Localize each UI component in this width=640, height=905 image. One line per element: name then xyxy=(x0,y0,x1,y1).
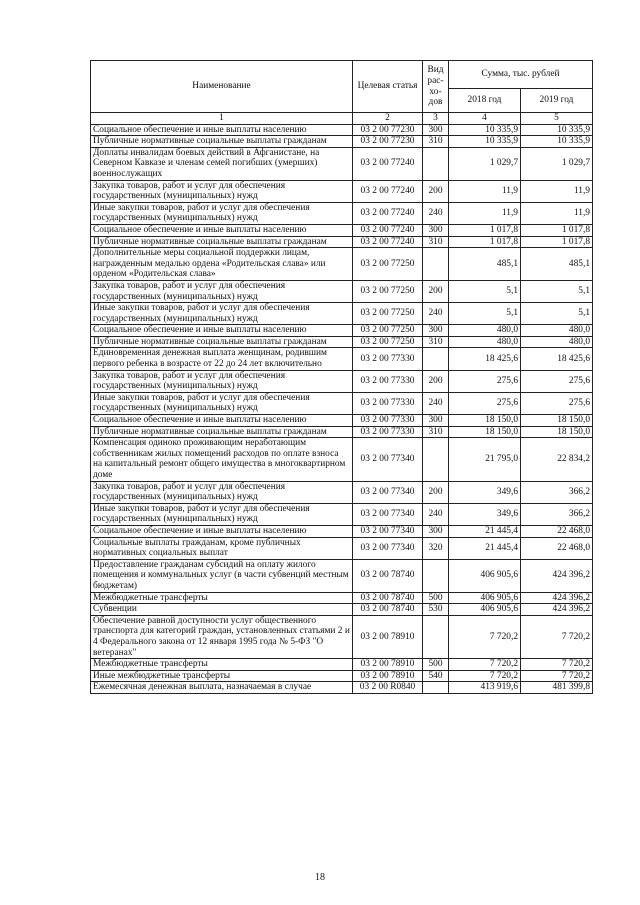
row-expense-type: 540 xyxy=(423,670,449,682)
row-name: Публичные нормативные социальные выплаты гражданам xyxy=(91,336,353,348)
row-expense-type: 300 xyxy=(423,224,449,236)
row-expense-type: 300 xyxy=(423,525,449,537)
row-name: Иные закупки товаров, работ и услуг для обеспечения государственных (муниципальных) нужд xyxy=(91,392,353,414)
row-sum-2019: 7 720,2 xyxy=(521,670,593,682)
row-target-code: 03 2 00 77250 xyxy=(353,336,423,348)
row-name: Закупка товаров, работ и услуг для обеспечения государственных (муниципальных) нужд xyxy=(91,280,353,302)
row-name: Закупка товаров, работ и услуг для обеспечения государственных (муниципальных) нужд xyxy=(91,481,353,503)
row-sum-2019: 366,2 xyxy=(521,503,593,525)
row-target-code: 03 2 00 77250 xyxy=(353,325,423,337)
row-name: Ежемесячная денежная выплата, назначаемая в случае xyxy=(91,682,353,694)
table-row xyxy=(91,438,593,481)
row-sum-2018: 275,6 xyxy=(449,392,521,414)
row-sum-2018: 349,6 xyxy=(449,481,521,503)
row-expense-type: 200 xyxy=(423,370,449,392)
row-sum-2018: 1 017,8 xyxy=(449,236,521,248)
row-sum-2019: 5,1 xyxy=(521,280,593,302)
row-expense-type xyxy=(423,559,449,592)
row-sum-2019: 480,0 xyxy=(521,325,593,337)
row-target-code: 03 2 00 77330 xyxy=(353,392,423,414)
row-target-code: 03 2 00 77330 xyxy=(353,370,423,392)
row-expense-type: 310 xyxy=(423,426,449,438)
row-sum-2019: 18 150,0 xyxy=(521,415,593,427)
row-name: Социальное обеспечение и иные выплаты населению xyxy=(91,415,353,427)
row-expense-type: 500 xyxy=(423,659,449,671)
row-target-code: 03 2 00 78740 xyxy=(353,592,423,604)
row-target-code: 03 2 00 78910 xyxy=(353,670,423,682)
row-expense-type xyxy=(423,147,449,180)
table-row xyxy=(91,659,593,671)
row-expense-type xyxy=(423,615,449,658)
row-name: Закупка товаров, работ и услуг для обеспечения государственных (муниципальных) нужд xyxy=(91,180,353,202)
row-expense-type: 240 xyxy=(423,503,449,525)
table-row xyxy=(91,415,593,427)
table-row xyxy=(91,147,593,180)
row-target-code: 03 2 00 R0840 xyxy=(353,682,423,694)
row-sum-2019: 481 399,8 xyxy=(521,682,593,694)
row-sum-2019: 22 468,0 xyxy=(521,537,593,559)
table-row xyxy=(91,525,593,537)
row-sum-2018: 5,1 xyxy=(449,280,521,302)
table-row xyxy=(91,348,593,370)
row-sum-2018: 413 919,6 xyxy=(449,682,521,694)
row-sum-2019: 480,0 xyxy=(521,336,593,348)
row-sum-2019: 275,6 xyxy=(521,370,593,392)
row-name: Обеспечение равной доступности услуг общественного транспорта для категорий граждан, установленных статьями 2 и 4 Федерального закона от 12 января 1995 года № 5-ФЗ "О ветеранах" xyxy=(91,615,353,658)
table-row xyxy=(91,248,593,281)
row-sum-2019: 424 396,2 xyxy=(521,592,593,604)
row-expense-type xyxy=(423,348,449,370)
table-row xyxy=(91,426,593,438)
row-target-code: 03 2 00 77250 xyxy=(353,280,423,302)
column-index-row xyxy=(91,113,593,125)
header-name: Наименование xyxy=(91,61,353,113)
row-expense-type xyxy=(423,248,449,281)
row-sum-2018: 21 445,4 xyxy=(449,525,521,537)
row-expense-type: 310 xyxy=(423,336,449,348)
row-name: Иные межбюджетные трансферты xyxy=(91,670,353,682)
table-row xyxy=(91,503,593,525)
row-sum-2019: 485,1 xyxy=(521,248,593,281)
row-target-code: 03 2 00 78910 xyxy=(353,615,423,658)
row-expense-type: 310 xyxy=(423,236,449,248)
table-row xyxy=(91,370,593,392)
row-target-code: 03 2 00 77340 xyxy=(353,537,423,559)
row-expense-type: 530 xyxy=(423,604,449,616)
row-name: Межбюджетные трансферты xyxy=(91,659,353,671)
row-sum-2018: 349,6 xyxy=(449,503,521,525)
row-name: Публичные нормативные социальные выплаты гражданам xyxy=(91,136,353,148)
table-row xyxy=(91,682,593,694)
row-expense-type: 240 xyxy=(423,392,449,414)
table-row xyxy=(91,604,593,616)
page-number: 18 xyxy=(315,872,325,883)
header-code: Целевая статья xyxy=(353,61,423,113)
row-name: Единовременная денежная выплата женщинам, родившим первого ребенка в возрасте от 22 до 24 лет включительно xyxy=(91,348,353,370)
table-body xyxy=(91,124,593,693)
row-sum-2018: 1 017,8 xyxy=(449,224,521,236)
row-name: Иные закупки товаров, работ и услуг для обеспечения государственных (муниципальных) нужд xyxy=(91,202,353,224)
row-name: Социальное обеспечение и иные выплаты населению xyxy=(91,124,353,136)
table-row xyxy=(91,280,593,302)
table-row xyxy=(91,136,593,148)
row-target-code: 03 2 00 77340 xyxy=(353,438,423,481)
row-target-code: 03 2 00 77240 xyxy=(353,224,423,236)
column-index: 5 xyxy=(521,113,593,125)
table-row xyxy=(91,336,593,348)
row-expense-type: 320 xyxy=(423,537,449,559)
row-sum-2019: 18 150,0 xyxy=(521,426,593,438)
table-row xyxy=(91,392,593,414)
row-sum-2018: 11,9 xyxy=(449,202,521,224)
row-expense-type: 240 xyxy=(423,202,449,224)
column-index: 1 xyxy=(91,113,353,125)
row-sum-2018: 1 029,7 xyxy=(449,147,521,180)
table-row xyxy=(91,202,593,224)
row-sum-2019: 22 834,2 xyxy=(521,438,593,481)
row-sum-2018: 11,9 xyxy=(449,180,521,202)
header-sum: Сумма, тыс. рублей xyxy=(449,61,593,89)
header-year-2018: 2018 год xyxy=(449,89,521,113)
row-sum-2018: 406 905,6 xyxy=(449,559,521,592)
row-sum-2019: 1 029,7 xyxy=(521,147,593,180)
row-expense-type: 310 xyxy=(423,136,449,148)
row-sum-2018: 7 720,2 xyxy=(449,670,521,682)
row-name: Публичные нормативные социальные выплаты гражданам xyxy=(91,426,353,438)
row-name: Иные закупки товаров, работ и услуг для обеспечения государственных (муниципальных) нужд xyxy=(91,503,353,525)
row-sum-2018: 275,6 xyxy=(449,370,521,392)
table-row xyxy=(91,236,593,248)
row-target-code: 03 2 00 78910 xyxy=(353,659,423,671)
row-sum-2019: 11,9 xyxy=(521,180,593,202)
row-name: Иные закупки товаров, работ и услуг для обеспечения государственных (муниципальных) нужд xyxy=(91,303,353,325)
row-name: Социальные выплаты гражданам, кроме публичных нормативных социальных выплат xyxy=(91,537,353,559)
row-sum-2018: 406 905,6 xyxy=(449,604,521,616)
table-row xyxy=(91,559,593,592)
header-year-2019: 2019 год xyxy=(521,89,593,113)
row-sum-2019: 11,9 xyxy=(521,202,593,224)
row-sum-2019: 424 396,2 xyxy=(521,604,593,616)
row-sum-2018: 21 795,0 xyxy=(449,438,521,481)
row-expense-type: 200 xyxy=(423,280,449,302)
row-name: Предоставление гражданам субсидий на оплату жилого помещения и коммунальных услуг (в части субвенций местным бюджетам) xyxy=(91,559,353,592)
row-target-code: 03 2 00 77340 xyxy=(353,503,423,525)
row-name: Закупка товаров, работ и услуг для обеспечения государственных (муниципальных) нужд xyxy=(91,370,353,392)
row-sum-2018: 406 905,6 xyxy=(449,592,521,604)
table-row xyxy=(91,670,593,682)
table-row xyxy=(91,615,593,658)
row-name: Доплаты инвалидам боевых действий в Афганистане, на Северном Кавказе и членам семей погибших (умерших) военнослужащих xyxy=(91,147,353,180)
header-exp-type: Вид рас-хо-дов xyxy=(423,61,449,113)
row-name: Дополнительные меры социальной поддержки лицам, награжденным медалью ордена «Родительская слава» или орденом «Родительская слава» xyxy=(91,248,353,281)
row-sum-2018: 7 720,2 xyxy=(449,659,521,671)
row-target-code: 03 2 00 77240 xyxy=(353,202,423,224)
row-sum-2018: 480,0 xyxy=(449,325,521,337)
table-row xyxy=(91,180,593,202)
column-index: 3 xyxy=(423,113,449,125)
row-target-code: 03 2 00 77330 xyxy=(353,426,423,438)
row-sum-2018: 18 425,6 xyxy=(449,348,521,370)
row-target-code: 03 2 00 78740 xyxy=(353,604,423,616)
row-sum-2019: 1 017,8 xyxy=(521,236,593,248)
row-target-code: 03 2 00 77330 xyxy=(353,348,423,370)
row-sum-2019: 5,1 xyxy=(521,303,593,325)
row-expense-type xyxy=(423,438,449,481)
column-index: 2 xyxy=(353,113,423,125)
table-row xyxy=(91,537,593,559)
row-sum-2018: 7 720,2 xyxy=(449,615,521,658)
row-expense-type: 300 xyxy=(423,124,449,136)
table-row xyxy=(91,481,593,503)
row-sum-2019: 7 720,2 xyxy=(521,615,593,658)
row-target-code: 03 2 00 77250 xyxy=(353,248,423,281)
row-target-code: 03 2 00 77230 xyxy=(353,124,423,136)
row-target-code: 03 2 00 77330 xyxy=(353,415,423,427)
row-sum-2018: 18 150,0 xyxy=(449,415,521,427)
row-target-code: 03 2 00 77240 xyxy=(353,236,423,248)
row-sum-2018: 10 335,9 xyxy=(449,136,521,148)
row-target-code: 03 2 00 77240 xyxy=(353,180,423,202)
row-sum-2018: 480,0 xyxy=(449,336,521,348)
row-expense-type: 300 xyxy=(423,325,449,337)
table-row xyxy=(91,592,593,604)
row-name: Социальное обеспечение и иные выплаты населению xyxy=(91,325,353,337)
row-expense-type: 300 xyxy=(423,415,449,427)
table-row xyxy=(91,224,593,236)
row-sum-2018: 485,1 xyxy=(449,248,521,281)
table-row xyxy=(91,325,593,337)
row-name: Социальное обеспечение и иные выплаты населению xyxy=(91,224,353,236)
row-expense-type xyxy=(423,682,449,694)
row-name: Субвенции xyxy=(91,604,353,616)
row-sum-2019: 18 425,6 xyxy=(521,348,593,370)
row-name: Компенсация одиноко проживающим неработающим собственникам жилых помещений расходов по оплате взноса на капитальный ремонт общего имущества в многоквартирном доме xyxy=(91,438,353,481)
row-sum-2019: 10 335,9 xyxy=(521,124,593,136)
row-target-code: 03 2 00 77340 xyxy=(353,481,423,503)
row-sum-2019: 275,6 xyxy=(521,392,593,414)
row-name: Социальное обеспечение и иные выплаты населению xyxy=(91,525,353,537)
row-sum-2019: 22 468,0 xyxy=(521,525,593,537)
row-target-code: 03 2 00 77240 xyxy=(353,147,423,180)
row-sum-2019: 10 335,9 xyxy=(521,136,593,148)
row-target-code: 03 2 00 77340 xyxy=(353,525,423,537)
row-sum-2019: 424 396,2 xyxy=(521,559,593,592)
row-expense-type: 500 xyxy=(423,592,449,604)
row-name: Межбюджетные трансферты xyxy=(91,592,353,604)
table-row xyxy=(91,303,593,325)
table-row xyxy=(91,124,593,136)
row-target-code: 03 2 00 78740 xyxy=(353,559,423,592)
row-sum-2019: 7 720,2 xyxy=(521,659,593,671)
row-sum-2018: 5,1 xyxy=(449,303,521,325)
budget-table xyxy=(90,60,593,694)
row-expense-type: 200 xyxy=(423,481,449,503)
row-sum-2018: 21 445,4 xyxy=(449,537,521,559)
row-sum-2019: 366,2 xyxy=(521,481,593,503)
row-expense-type: 240 xyxy=(423,303,449,325)
row-sum-2019: 1 017,8 xyxy=(521,224,593,236)
column-index: 4 xyxy=(449,113,521,125)
row-target-code: 03 2 00 77230 xyxy=(353,136,423,148)
row-sum-2018: 18 150,0 xyxy=(449,426,521,438)
row-expense-type: 200 xyxy=(423,180,449,202)
row-sum-2018: 10 335,9 xyxy=(449,124,521,136)
row-target-code: 03 2 00 77250 xyxy=(353,303,423,325)
row-name: Публичные нормативные социальные выплаты гражданам xyxy=(91,236,353,248)
